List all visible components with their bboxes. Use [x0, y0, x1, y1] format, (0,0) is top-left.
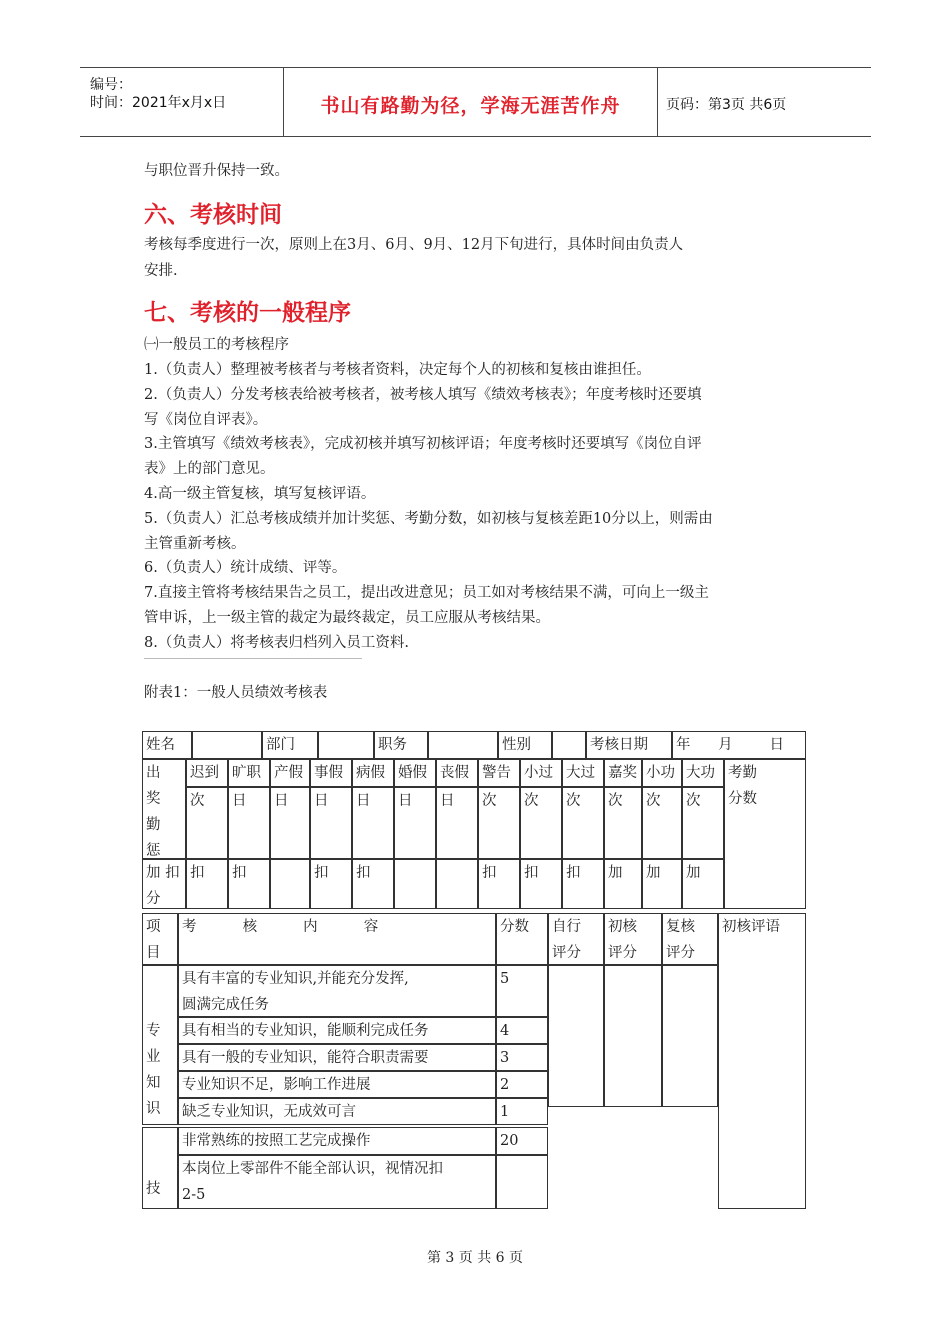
- eval-row-content: 本岗位上零部件不能全部认识，视情况扣 2-5: [178, 1155, 496, 1209]
- item-group-skill: 技: [142, 1127, 178, 1209]
- header-motto-cell: [284, 68, 658, 136]
- attendance-item: 病假: [352, 759, 394, 787]
- procedure-line: 3.主管填写《绩效考核表》，完成初核并填写初核评语；年度考核时还要填写《岗位自评: [144, 436, 702, 453]
- eval-row-content: 专业知识不足，影响工作进展: [178, 1071, 496, 1098]
- points-cell: 加: [604, 859, 642, 909]
- attendance-item: 产假: [270, 759, 310, 787]
- eval-row-score: 20: [496, 1127, 548, 1155]
- value-dept: [318, 731, 374, 759]
- item-group-professional-knowledge: 专 业 知 识: [142, 965, 178, 1125]
- eval-row-content: 具有一般的专业知识，能符合职责需要: [178, 1044, 496, 1071]
- procedure-line: 1.（负责人）整理被考核者与考核者资料，决定每个人的初核和复核由谁担任。: [144, 362, 651, 378]
- page-header: [80, 67, 871, 137]
- attendance-item: 大功: [682, 759, 724, 787]
- divider-line: [144, 658, 362, 659]
- attendance-unit: 日: [436, 787, 478, 859]
- eval-row-score: 5: [496, 965, 548, 1017]
- eval-header-first-comment: 初核评语: [718, 913, 806, 1209]
- document-time-label: 时间：2021年x月x日: [90, 95, 227, 111]
- points-label: 加 扣 分: [142, 859, 186, 909]
- attendance-unit: 次: [186, 787, 228, 859]
- attendance-unit: 次: [478, 787, 520, 859]
- eval-header-first-score: 初核 评分: [604, 913, 662, 965]
- eval-row-score: 3: [496, 1044, 548, 1071]
- attendance-item: 警告: [478, 759, 520, 787]
- points-cell: [436, 859, 478, 909]
- procedure-line: 表》上的部门意见。: [144, 461, 275, 478]
- label-name: 姓名: [142, 731, 192, 759]
- attendance-item: 旷职: [228, 759, 270, 787]
- attendance-item: 小过: [520, 759, 562, 787]
- points-cell: [394, 859, 436, 909]
- procedure-line: 4.高一级主管复核，填写复核评语。: [144, 486, 376, 502]
- points-cell: 加: [682, 859, 724, 909]
- attendance-unit: 次: [520, 787, 562, 859]
- value-position: [428, 731, 498, 759]
- eval-row-content: 非常熟练的按照工艺完成操作: [178, 1127, 496, 1155]
- procedure-line: 写《岗位自评表》。: [144, 411, 268, 428]
- attendance-unit: 日: [310, 787, 352, 859]
- review-score-cell: [662, 965, 718, 1107]
- attendance-item: 嘉奖: [604, 759, 642, 787]
- paragraph-continuation: 与职位晋升保持一致。: [144, 163, 289, 179]
- eval-row-content: 缺乏专业知识，无成效可言: [178, 1098, 496, 1125]
- performance-evaluation-table: [142, 731, 806, 1209]
- attendance-unit: 日: [394, 787, 436, 859]
- eval-header-review-score: 复核 评分: [662, 913, 718, 965]
- page-footer: 第 3 页 共 6 页: [426, 1250, 524, 1266]
- section-heading-6: 六、考核时间: [144, 202, 282, 228]
- eval-row-score: [496, 1155, 548, 1209]
- eval-header-score: 分数: [496, 913, 548, 965]
- attendance-unit: 次: [682, 787, 724, 859]
- eval-header-content: 考 核 内 容: [178, 913, 496, 965]
- eval-row-content: 具有丰富的专业知识,并能充分发挥, 圆满完成任务: [178, 965, 496, 1017]
- points-cell: 扣: [186, 859, 228, 909]
- points-cell: 扣: [310, 859, 352, 909]
- value-gender: [552, 731, 586, 759]
- attendance-label: 出 奖 勤 惩: [142, 759, 186, 859]
- procedure-line: 5.（负责人）汇总考核成绩并加计奖惩、考勤分数，如初核与复核差距10分以上，则需由: [144, 510, 713, 527]
- attendance-item: 大过: [562, 759, 604, 787]
- eval-row-score: 4: [496, 1017, 548, 1044]
- section-heading-7: 七、考核的一般程序: [144, 300, 351, 326]
- appendix-title: 附表1：一般人员绩效考核表: [144, 685, 328, 701]
- points-cell: 扣: [520, 859, 562, 909]
- points-cell: 扣: [562, 859, 604, 909]
- section6-text-line2: 安排.: [144, 263, 178, 279]
- label-gender: 性别: [498, 731, 552, 759]
- procedure-line: 管申诉，上一级主管的裁定为最终裁定，员工应服从考核结果。: [144, 610, 550, 626]
- points-cell: 扣: [228, 859, 270, 909]
- attendance-item: 婚假: [394, 759, 436, 787]
- self-score-cell: [548, 965, 604, 1107]
- eval-row-score: 1: [496, 1098, 548, 1125]
- eval-header-self-score: 自行 评分: [548, 913, 604, 965]
- document-code-label: 编号：: [90, 77, 132, 93]
- attendance-unit: 日: [228, 787, 270, 859]
- procedure-line: 7.直接主管将考核结果告之员工，提出改进意见；员工如对考核结果不满，可向上一级主: [144, 585, 709, 602]
- procedure-line: 主管重新考核。: [144, 535, 246, 552]
- points-cell: 加: [642, 859, 682, 909]
- eval-header-item: 项 目: [142, 913, 178, 965]
- attendance-item: 丧假: [436, 759, 478, 787]
- attendance-unit: 次: [604, 787, 642, 859]
- procedure-line: 6.（负责人）统计成绩、评等。: [144, 560, 347, 577]
- attendance-item: 迟到: [186, 759, 228, 787]
- header-meta: [80, 68, 284, 136]
- header-page-cell: [658, 68, 871, 136]
- label-position: 职务: [374, 731, 428, 759]
- procedure-line: 8.（负责人）将考核表归档列入员工资料.: [144, 634, 409, 651]
- label-dept: 部门: [262, 731, 318, 759]
- attendance-score-label: 考勤 分数: [724, 759, 806, 909]
- attendance-unit: 次: [562, 787, 604, 859]
- attendance-unit: 日: [352, 787, 394, 859]
- procedure-subtitle: ㈠一般员工的考核程序: [144, 337, 289, 353]
- eval-row-content: 具有相当的专业知识，能顺利完成任务: [178, 1017, 496, 1044]
- points-cell: [270, 859, 310, 909]
- header-motto: 书山有路勤为径，学海无涯苦作舟: [320, 95, 621, 117]
- header-page-number: 页码：第3页 共6页: [666, 97, 787, 113]
- points-cell: 扣: [352, 859, 394, 909]
- attendance-unit: 日: [270, 787, 310, 859]
- points-cell: 扣: [478, 859, 520, 909]
- value-eval-date: 年 月 日: [672, 731, 806, 759]
- value-name: [192, 731, 262, 759]
- eval-row-score: 2: [496, 1071, 548, 1098]
- attendance-unit: 次: [642, 787, 682, 859]
- section6-text-line1: 考核每季度进行一次，原则上在3月、6月、9月、12月下旬进行，具体时间由负责人: [144, 237, 684, 253]
- procedure-line: 2.（负责人）分发考核表给被考核者，被考核人填写《绩效考核表》；年度考核时还要填: [144, 386, 702, 403]
- attendance-item: 事假: [310, 759, 352, 787]
- first-score-cell: [604, 965, 662, 1107]
- label-eval-date: 考核日期: [586, 731, 672, 759]
- attendance-item: 小功: [642, 759, 682, 787]
